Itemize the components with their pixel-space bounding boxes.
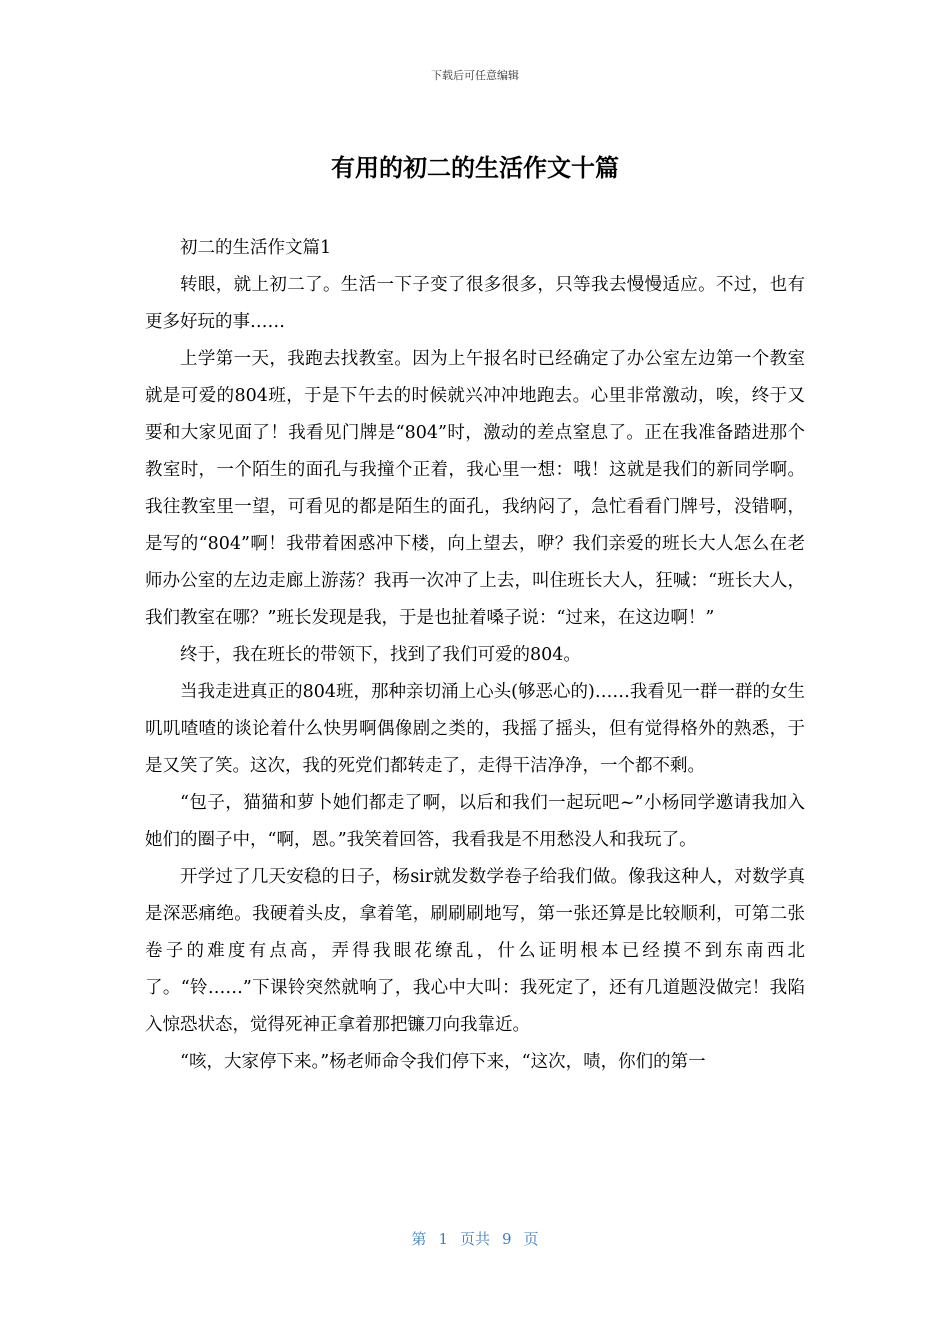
paragraph: “咳，大家停下来。”杨老师命令我们停下来，“这次，啧，你们的第一 [180,1052,706,1072]
document-body [145,230,805,1081]
paragraph: 开学过了几天安稳的日子，杨sir就发数学卷子给我们做。像我这种人，对数学真是深恶痛绝。我硬着头皮，拿着笔，刷刷刷地写，第一张还算是比较顺利，可第二张卷子的难度有点高，弄得我眼花缭乱，什么证明根本已经摸不到东南西北了。“铃……”下课铃突然就响了，我心中大叫：我死定了，还有几道题没做完！我陷入惊恐状态，觉得死神正拿着那把镰刀向我靠近。 [145,867,805,1035]
page-footer [0,1228,950,1249]
footer-prefix: 第 [411,1230,427,1248]
paragraph: 上学第一天，我跑去找教室。因为上午报名时已经确定了办公室左边第一个教室就是可爱的804班，于是下午去的时候就兴冲冲地跑去。心里非常激动，唉，终于又要和大家见面了！我看见门牌是“804”时，激动的差点窒息了。正在我准备踏进那个教室时，一个陌生的面孔与我撞个正着，我心里一想：哦！这就是我们的新同学啊。我往教室里一望，可看见的都是陌生的面孔，我纳闷了，急忙看看门牌号，没错啊，是写的“804”啊！我带着困惑冲下楼，向上望去，咿？我们亲爱的班长大人怎么在老师办公室的左边走廊上游荡？我再一次冲了上去，叫住班长大人，狂喊：“班长大人，我们教室在哪？”班长发现是我，于是也扯着嗓子说：“过来，在这边啊！” [145,349,805,628]
footer-suffix: 页 [523,1230,539,1248]
section-heading: 初二的生活作文篇1 [180,238,332,258]
footer-total-pages: 9 [502,1230,512,1248]
footer-middle: 页共 [459,1230,490,1248]
header-note: 下载后可任意编辑 [431,69,519,82]
page-title: 有用的初二的生活作文十篇 [331,154,619,182]
paragraph: 当我走进真正的804班，那种亲切涌上心头(够恶心的)……我看见一群一群的女生叽叽喳喳的谈论着什么快男啊偶像剧之类的，我摇了摇头，但有觉得格外的熟悉，于是又笑了笑。这次，我的死党们都转走了，走得干洁净净，一个都不剩。 [145,682,805,776]
paragraph: 终于，我在班长的带领下，找到了我们可爱的804。 [180,645,581,665]
paragraph: “包子，猫猫和萝卜她们都走了啊，以后和我们一起玩吧~”小杨同学邀请我加入她们的圈子中，“啊，恩。”我笑着回答，我看我是不用愁没人和我玩了。 [145,793,805,850]
paragraph: 转眼，就上初二了。生活一下子变了很多很多，只等我去慢慢适应。不过，也有更多好玩的事…… [145,275,805,332]
footer-current-page: 1 [438,1230,448,1248]
